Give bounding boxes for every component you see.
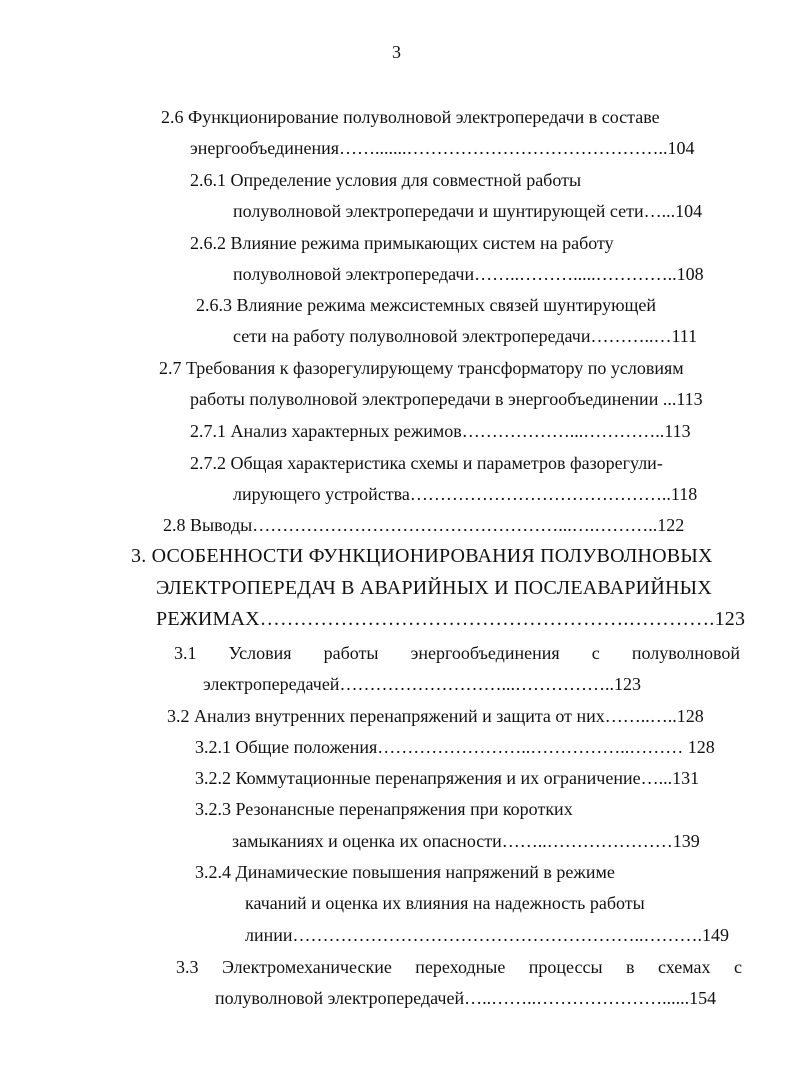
toc-entry-3-2-4-title-line1: 3.2.4 Динамические повышения напряжений в режиме	[195, 862, 615, 882]
toc-entry-3-2-4-title-line2: качаний и оценка их влияния на надежность работы	[245, 893, 645, 913]
toc-entry-3-3-title	[176, 956, 742, 978]
toc-entry-2-6-1-page: полуволновой электропередачи и шунтирующей сети…...104	[233, 201, 703, 221]
toc-word: работы	[323, 643, 379, 663]
toc-entry-3-2-3-page: замыканиях и оценка их опасности……..…………………139	[232, 831, 700, 851]
toc-entry-2-6-2-title: 2.6.2 Влияние режима примыкающих систем на работу	[190, 233, 614, 253]
toc-word: переходные	[415, 957, 506, 977]
toc-word: с	[591, 643, 600, 663]
toc-entry-2-6-title: 2.6 Функционирование полуволновой электропередачи в составе	[161, 107, 660, 127]
toc-entry-3-2: 3.2 Анализ внутренних перенапряжений и защита от них……..…..128	[167, 706, 704, 726]
toc-word: схемах	[657, 957, 711, 977]
toc-entry-2-7-1: 2.7.1 Анализ характерных режимов………………...…………..113	[190, 421, 691, 441]
toc-entry-3-title-line2: ЭЛЕКТРОПЕРЕДАЧ В АВАРИЙНЫХ И ПОСЛЕАВАРИЙНЫХ	[156, 577, 712, 599]
toc-entry-3-2-2: 3.2.2 Коммутационные перенапряжения и их ограничение…...131	[195, 768, 700, 788]
toc-word: процессы	[528, 957, 603, 977]
toc-entry-2-8: 2.8 Выводы……………………………………………...….………..122	[163, 515, 685, 535]
toc-word: в	[626, 957, 635, 977]
toc-entry-3-2-3-title: 3.2.3 Резонансные перенапряжения при коротких	[195, 799, 573, 819]
toc-entry-2-6-3-title: 2.6.3 Влияние режима межсистемных связей шунтирующей	[196, 295, 656, 315]
toc-word: Электромеханические	[221, 957, 392, 977]
toc-word: энергообъединения	[410, 643, 560, 663]
toc-entry-3-1-title	[174, 642, 740, 664]
toc-entry-3-page: РЕЖИМАХ……………………………………………….………….123	[156, 608, 746, 630]
toc-word: 3.1	[174, 643, 197, 663]
toc-word: с	[733, 957, 742, 977]
toc-entry-2-7-2-title: 2.7.2 Общая характеристика схемы и параметров фазорегули-	[190, 453, 663, 473]
toc-entry-2-7-page: работы полуволновой электропередачи в энергообъединении ...113	[190, 389, 703, 409]
toc-entry-3-2-1: 3.2.1 Общие положения……………………..……………..……… 128	[195, 737, 715, 757]
toc-entry-2-6-2-page: полуволновой электропередачи……..……….....…………..108	[233, 264, 704, 284]
toc-word: полуволновой	[631, 643, 740, 663]
page-number: 3	[392, 42, 401, 62]
toc-entry-3-2-4-page: линии…………………………………………………..……….149	[245, 925, 730, 945]
toc-entry-3-title-line1: 3. ОСОБЕННОСТИ ФУНКЦИОНИРОВАНИЯ ПОЛУВОЛНОВЫХ	[131, 545, 713, 567]
toc-entry-2-6-3-page: сети на работу полуволновой электропередачи………..…111	[233, 326, 698, 346]
toc-entry-3-3-page: полуволновой электропередачей…..……..…………………......154	[215, 988, 717, 1008]
toc-word: 3.3	[176, 957, 199, 977]
toc-entry-2-7-title: 2.7 Требования к фазорегулирующему трансформатору по условиям	[159, 358, 684, 378]
toc-entry-2-7-2-page: лирующего устройства……………………………………..118	[233, 484, 698, 504]
toc-word: Условия	[228, 643, 292, 663]
toc-entry-2-6-page: энергообъединения…….......……………………………………..104	[190, 138, 695, 158]
toc-entry-3-1-page: электропередачей………………………...……………..123	[203, 674, 641, 694]
toc-entry-2-6-1-title: 2.6.1 Определение условия для совместной работы	[190, 170, 582, 190]
